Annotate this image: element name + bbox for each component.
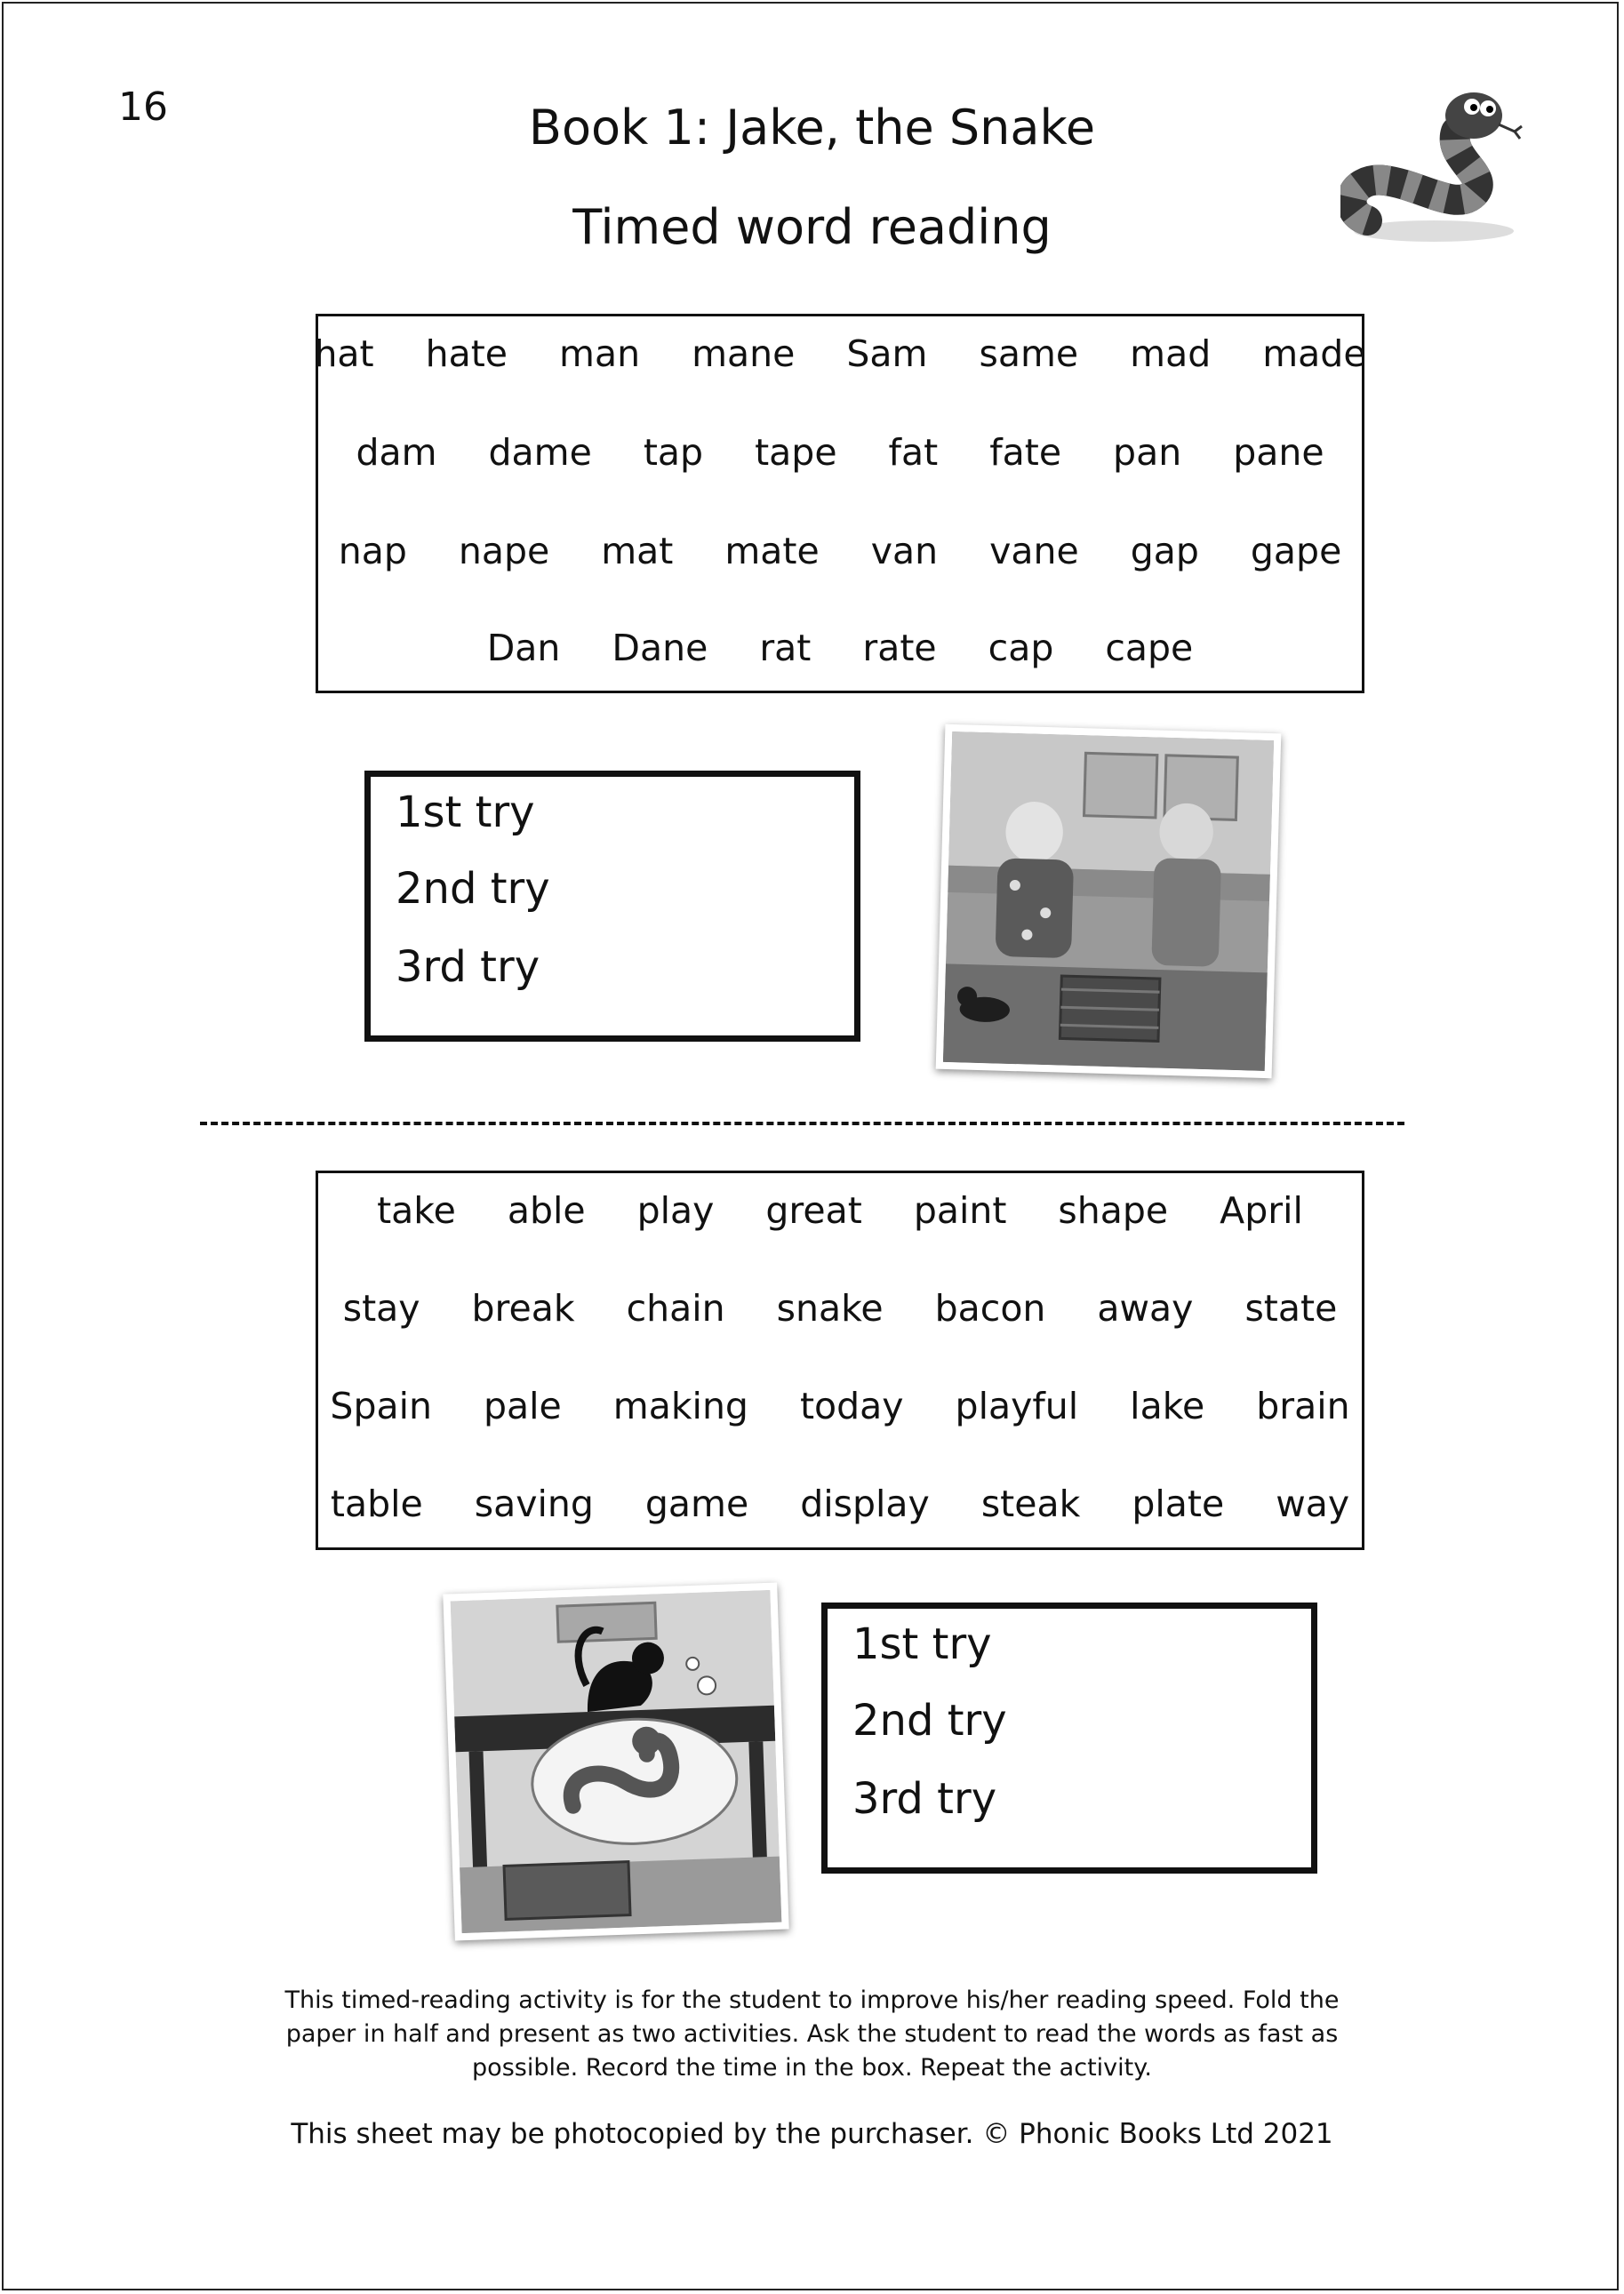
- word: dam: [356, 431, 437, 474]
- word: pane: [1233, 431, 1324, 474]
- word: playful: [955, 1385, 1079, 1427]
- word: rate: [862, 627, 937, 669]
- word: bacon: [934, 1287, 1046, 1330]
- word: chain: [626, 1287, 725, 1330]
- word: today: [799, 1385, 904, 1427]
- try-label-2nd: 2nd try: [852, 1696, 1007, 1746]
- word: mate: [724, 530, 820, 572]
- word: fate: [989, 431, 1062, 474]
- page-subtitle: Timed word reading: [572, 199, 1052, 255]
- page-number: 16: [118, 84, 168, 130]
- word: mane: [692, 332, 796, 375]
- word: state: [1244, 1287, 1338, 1330]
- page-title: Book 1: Jake, the Snake: [528, 100, 1096, 156]
- word-row-4: [318, 1477, 1362, 1531]
- word-row-2: [318, 1282, 1362, 1335]
- word-row-2: [318, 426, 1362, 479]
- word: van: [870, 530, 939, 572]
- word: break: [471, 1287, 575, 1330]
- cat-snake-scene-illustration: [443, 1583, 788, 1941]
- word: vane: [989, 530, 1079, 572]
- word: display: [800, 1483, 930, 1525]
- try-label-1st: 1st try: [396, 787, 535, 837]
- word: nape: [458, 530, 550, 572]
- word: way: [1276, 1483, 1350, 1525]
- word: able: [507, 1189, 586, 1232]
- word: rat: [759, 627, 812, 669]
- word: tap: [643, 431, 704, 474]
- word: nap: [338, 530, 407, 572]
- word: great: [765, 1189, 862, 1232]
- word: steak: [980, 1483, 1081, 1525]
- kitchen-scene-illustration: [936, 724, 1282, 1078]
- try-record-box-1: [364, 771, 860, 1042]
- word-box-1: [316, 314, 1364, 693]
- try-label-2nd: 2nd try: [396, 864, 550, 914]
- word: gape: [1250, 530, 1342, 572]
- word: shape: [1058, 1189, 1169, 1232]
- word: lake: [1130, 1385, 1205, 1427]
- word: snake: [776, 1287, 884, 1330]
- word: Dan: [486, 627, 561, 669]
- word: pale: [483, 1385, 562, 1427]
- word: table: [330, 1483, 423, 1525]
- word-box-2: [316, 1171, 1364, 1550]
- word: take: [377, 1189, 456, 1232]
- word: mat: [601, 530, 674, 572]
- word: making: [612, 1385, 748, 1427]
- word: plate: [1132, 1483, 1225, 1525]
- word: play: [636, 1189, 715, 1232]
- activity-instructions: This timed-reading activity is for the student to improve his/her reading speed. Fold the paper in half and present as two activities. Ask the student to read the words as fast as possible. Record the time in the box. Repeat the activity.: [284, 1986, 1340, 2082]
- try-record-box-2: [821, 1603, 1317, 1874]
- word: Spain: [330, 1385, 432, 1427]
- word: game: [644, 1483, 749, 1525]
- word: fat: [888, 431, 939, 474]
- try-label-3rd: 3rd try: [396, 942, 540, 992]
- word: away: [1097, 1287, 1194, 1330]
- word-row-1: [318, 1184, 1362, 1237]
- word: hat: [314, 332, 374, 375]
- word: mad: [1130, 332, 1212, 375]
- word: paint: [913, 1189, 1007, 1232]
- word: cap: [988, 627, 1054, 669]
- word-row-1: [314, 327, 1366, 380]
- word: tape: [755, 431, 837, 474]
- word: dame: [488, 431, 592, 474]
- word: Dane: [612, 627, 708, 669]
- snake-mascot-illustration: [1340, 78, 1527, 247]
- word: made: [1262, 332, 1366, 375]
- try-label-3rd: 3rd try: [852, 1774, 997, 1824]
- fold-dashed-line: [200, 1122, 1404, 1125]
- word-row-3: [318, 1379, 1362, 1433]
- word: Sam: [846, 332, 928, 375]
- word: man: [559, 332, 641, 375]
- word: brain: [1256, 1385, 1350, 1427]
- word: gap: [1130, 530, 1199, 572]
- word: saving: [474, 1483, 594, 1525]
- word: hate: [425, 332, 508, 375]
- word: April: [1220, 1189, 1303, 1232]
- word-row-3: [318, 524, 1362, 578]
- copyright-notice: This sheet may be photocopied by the purchaser. © Phonic Books Ltd 2021: [291, 2118, 1333, 2150]
- word: pan: [1113, 431, 1182, 474]
- word-row-4: [318, 621, 1362, 675]
- word: same: [979, 332, 1079, 375]
- word: stay: [342, 1287, 420, 1330]
- try-label-1st: 1st try: [852, 1619, 992, 1669]
- word: cape: [1105, 627, 1194, 669]
